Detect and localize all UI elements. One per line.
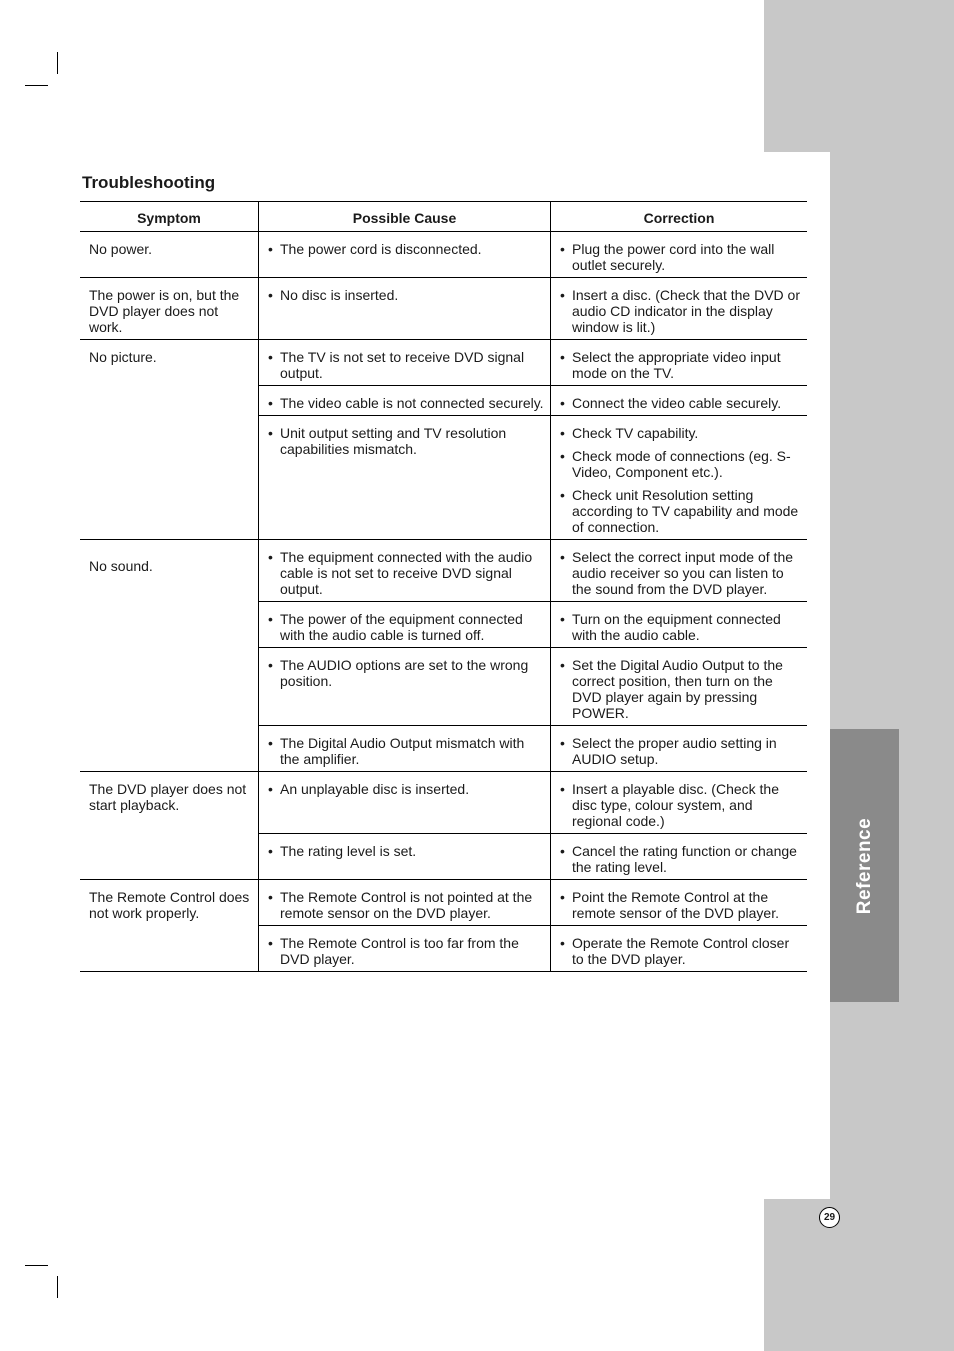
cause-item: • The Remote Control is too far from the DVD player. bbox=[268, 935, 544, 967]
cause-item: • The equipment connected with the audio cable is not set to receive DVD signal output. bbox=[268, 549, 544, 597]
correction-cell bbox=[551, 540, 808, 602]
header-correction: Correction bbox=[551, 202, 808, 232]
correction-item: • Check TV capability. bbox=[560, 425, 801, 441]
cause-item: • The power cord is disconnected. bbox=[268, 241, 544, 257]
symptom-cell: The Remote Control does not work properly. bbox=[80, 880, 259, 972]
cause-item: • The video cable is not connected securely. bbox=[268, 395, 544, 411]
page-number: 29 bbox=[819, 1207, 840, 1228]
correction-cell bbox=[551, 834, 808, 880]
correction-item: • Set the Digital Audio Output to the correct position, then turn on the DVD player again by pressing POWER. bbox=[560, 657, 801, 721]
correction-item: • Select the proper audio setting in AUDIO setup. bbox=[560, 735, 801, 767]
header-symptom: Symptom bbox=[80, 202, 259, 232]
margin-band bbox=[830, 152, 954, 1199]
correction-cell bbox=[551, 278, 808, 340]
symptom-cell: No power. bbox=[80, 232, 259, 278]
cause-item: • The Remote Control is not pointed at the remote sensor on the DVD player. bbox=[268, 889, 544, 921]
correction-item: • Check unit Resolution setting according to TV capability and mode of connection. bbox=[560, 487, 801, 535]
table-row bbox=[80, 278, 807, 340]
symptom-cell: The power is on, but the DVD player does not work. bbox=[80, 278, 259, 340]
correction-item: • Insert a playable disc. (Check the disc type, colour system, and regional code.) bbox=[560, 781, 801, 829]
correction-cell bbox=[551, 726, 808, 772]
correction-cell bbox=[551, 386, 808, 416]
cause-cell bbox=[259, 602, 551, 648]
correction-cell bbox=[551, 416, 808, 540]
margin-band-top bbox=[764, 0, 954, 152]
correction-item: • Cancel the rating function or change the rating level. bbox=[560, 843, 801, 875]
table-row bbox=[80, 880, 807, 926]
correction-item: • Operate the Remote Control closer to the DVD player. bbox=[560, 935, 801, 967]
crop-mark bbox=[57, 1276, 58, 1298]
cause-cell bbox=[259, 540, 551, 602]
correction-cell bbox=[551, 880, 808, 926]
correction-cell bbox=[551, 772, 808, 834]
correction-item: • Turn on the equipment connected with the audio cable. bbox=[560, 611, 801, 643]
crop-mark bbox=[57, 52, 58, 74]
section-tab-label: Reference bbox=[853, 817, 875, 914]
cause-item: • The AUDIO options are set to the wrong position. bbox=[268, 657, 544, 689]
troubleshooting-table bbox=[80, 201, 807, 972]
correction-item: • Connect the video cable securely. bbox=[560, 395, 801, 411]
cause-cell bbox=[259, 926, 551, 972]
cause-cell bbox=[259, 340, 551, 386]
cause-item: • No disc is inserted. bbox=[268, 287, 544, 303]
table-body bbox=[80, 232, 807, 972]
margin-band-bottom bbox=[764, 1199, 954, 1351]
table-row bbox=[80, 232, 807, 278]
symptom-cell: No sound. bbox=[80, 540, 259, 772]
crop-mark bbox=[25, 85, 48, 86]
correction-item: • Check mode of connections (eg. S-Video, Component etc.). bbox=[560, 448, 801, 480]
crop-mark bbox=[25, 1265, 48, 1266]
cause-item: • Unit output setting and TV resolution capabilities mismatch. bbox=[268, 425, 544, 457]
cause-cell bbox=[259, 726, 551, 772]
cause-cell bbox=[259, 416, 551, 540]
section-title: Troubleshooting bbox=[82, 173, 216, 192]
correction-cell bbox=[551, 340, 808, 386]
cause-cell bbox=[259, 232, 551, 278]
correction-cell bbox=[551, 926, 808, 972]
cause-cell bbox=[259, 772, 551, 834]
correction-item: • Select the correct input mode of the audio receiver so you can listen to the sound from the DVD player. bbox=[560, 549, 801, 597]
cause-cell bbox=[259, 278, 551, 340]
symptom-cell: No picture. bbox=[80, 340, 259, 540]
correction-item: • Select the appropriate video input mode on the TV. bbox=[560, 349, 801, 381]
table-row bbox=[80, 340, 807, 386]
cause-cell bbox=[259, 834, 551, 880]
table-row bbox=[80, 772, 807, 834]
correction-cell bbox=[551, 648, 808, 726]
cause-item: • The power of the equipment connected with the audio cable is turned off. bbox=[268, 611, 544, 643]
table-header-row bbox=[80, 202, 807, 232]
cause-item: • An unplayable disc is inserted. bbox=[268, 781, 544, 797]
cause-item: • The Digital Audio Output mismatch with the amplifier. bbox=[268, 735, 544, 767]
correction-item: • Insert a disc. (Check that the DVD or audio CD indicator in the display window is lit.) bbox=[560, 287, 801, 335]
correction-cell bbox=[551, 602, 808, 648]
header-cause: Possible Cause bbox=[259, 202, 551, 232]
table-row bbox=[80, 540, 807, 602]
cause-cell bbox=[259, 880, 551, 926]
cause-item: • The rating level is set. bbox=[268, 843, 544, 859]
correction-item: • Point the Remote Control at the remote sensor of the DVD player. bbox=[560, 889, 801, 921]
symptom-cell: The DVD player does not start playback. bbox=[80, 772, 259, 880]
section-tab bbox=[830, 729, 899, 1002]
correction-cell bbox=[551, 232, 808, 278]
cause-item: • The TV is not set to receive DVD signal output. bbox=[268, 349, 544, 381]
cause-cell bbox=[259, 648, 551, 726]
cause-cell bbox=[259, 386, 551, 416]
correction-item: • Plug the power cord into the wall outlet securely. bbox=[560, 241, 801, 273]
